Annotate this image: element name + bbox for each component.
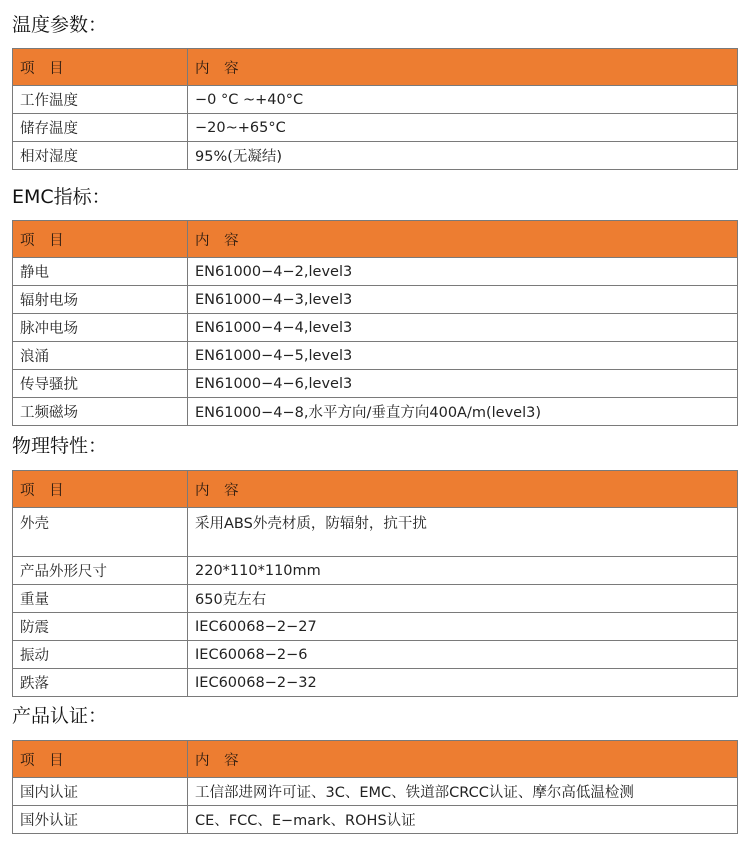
header-content: 内 容 [188,471,738,508]
row-content: −20~+65°C [188,114,738,142]
table-header-row [13,741,738,778]
row-content: EN61000−4−2,level3 [188,258,738,286]
row-item: 产品外形尺寸 [13,557,188,585]
table-row [13,258,738,286]
table-row [13,286,738,314]
temperature-table [12,48,738,170]
header-item: 项 目 [13,741,188,778]
header-content: 内 容 [188,49,738,86]
row-item: 工频磁场 [13,398,188,426]
row-content: 95%(无凝结) [188,142,738,170]
row-item: 防震 [13,613,188,641]
header-content: 内 容 [188,221,738,258]
row-item: 浪涌 [13,342,188,370]
row-item: 振动 [13,641,188,669]
row-content: IEC60068−2−32 [188,669,738,697]
row-content: EN61000−4−4,level3 [188,314,738,342]
row-content: 650克左右 [188,585,738,613]
row-item: 外壳 [13,508,188,557]
table-row [13,370,738,398]
table-row [13,314,738,342]
row-item: 跌落 [13,669,188,697]
table-row [13,585,738,613]
table-row [13,86,738,114]
table-header-row [13,471,738,508]
table-row [13,342,738,370]
table-row [13,641,738,669]
physical-table [12,470,738,697]
table-row [13,114,738,142]
table-row [13,557,738,585]
table-row [13,142,738,170]
row-item: 相对湿度 [13,142,188,170]
table-row [13,613,738,641]
table-row [13,669,738,697]
row-content: 220*110*110mm [188,557,738,585]
row-content: EN61000−4−3,level3 [188,286,738,314]
table-row [13,398,738,426]
table-row [13,806,738,834]
row-content: EN61000−4−8,水平方向/垂直方向400A/m(level3) [188,398,738,426]
row-content: 采用ABS外壳材质，防辐射，抗干扰 [188,508,738,557]
table-header-row [13,49,738,86]
section-title-emc: EMC指标： [12,186,111,208]
table-row [13,778,738,806]
header-item: 项 目 [13,49,188,86]
header-item: 项 目 [13,471,188,508]
row-content: IEC60068−2−27 [188,613,738,641]
row-item: 静电 [13,258,188,286]
row-item: 辐射电场 [13,286,188,314]
row-content: EN61000−4−6,level3 [188,370,738,398]
row-item: 工作温度 [13,86,188,114]
row-content: EN61000−4−5,level3 [188,342,738,370]
table-header-row [13,221,738,258]
row-item: 国外认证 [13,806,188,834]
row-item: 传导骚扰 [13,370,188,398]
section-title-physical: 物理特性： [12,435,108,457]
header-item: 项 目 [13,221,188,258]
section-title-certification: 产品认证： [12,705,108,727]
row-content: −0 °C ~+40°C [188,86,738,114]
row-item: 脉冲电场 [13,314,188,342]
header-content: 内 容 [188,741,738,778]
row-item: 储存温度 [13,114,188,142]
row-content: CE、FCC、E−mark、ROHS认证 [188,806,738,834]
row-content: 工信部进网许可证、3C、EMC、铁道部CRCC认证、摩尔高低温检测 [188,778,738,806]
row-item: 重量 [13,585,188,613]
row-item: 国内认证 [13,778,188,806]
section-title-temperature: 温度参数： [12,14,108,36]
emc-table [12,220,738,426]
table-row [13,508,738,557]
certification-table [12,740,738,834]
row-content: IEC60068−2−6 [188,641,738,669]
